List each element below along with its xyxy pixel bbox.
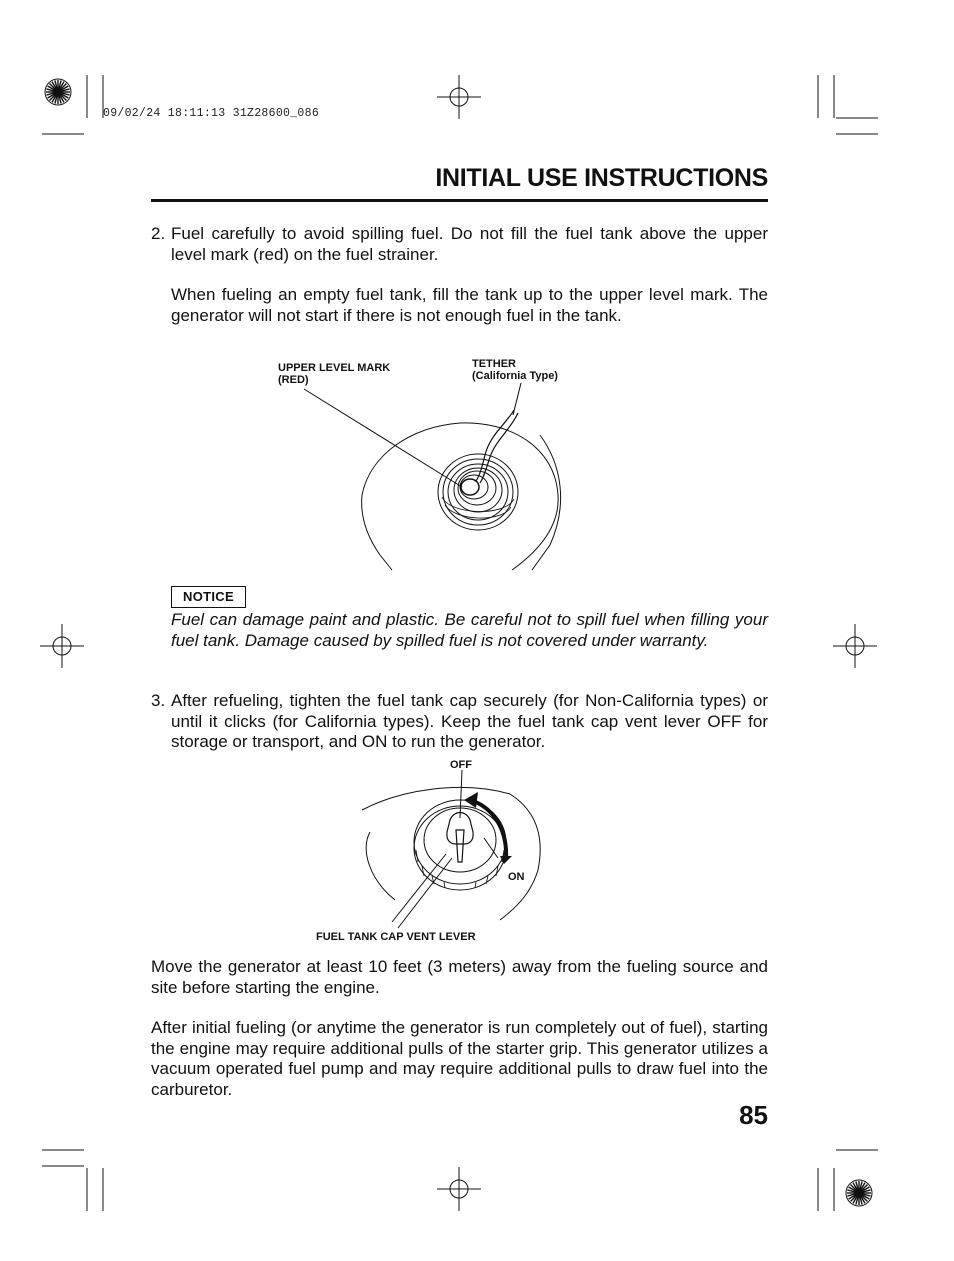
section-title: INITIAL USE INSTRUCTIONS [435, 164, 768, 192]
label-vent-lever: FUEL TANK CAP VENT LEVER [316, 931, 476, 943]
print-stamp: 09/02/24 18:11:13 31Z28600_086 [103, 107, 320, 120]
step-2 [151, 224, 768, 326]
fuel-strainer-illustration [300, 375, 620, 575]
step-2-text-2: When fueling an empty fuel tank, fill the tank up to the upper level mark. The generator will not start if there is not enough fuel in the tank. [171, 285, 768, 325]
paragraph-after-fueling: After initial fueling (or anytime the generator is run completely out of fuel), starting the engine may require additional pulls of the starter grip. This generator utilizes a vacuum operated fuel pump and may require additional pulls to draw fuel into the carburetor. [151, 1018, 768, 1099]
sunburst-mark-top-left [45, 79, 71, 105]
step-2-text: Fuel carefully to avoid spilling fuel. Do not fill the fuel tank above the upper level mark (red) on the fuel strainer. [171, 224, 768, 264]
step-3-text: After refueling, tighten the fuel tank cap securely (for Non-California types) or until it clicks (for California types). Keep the fuel tank cap vent lever OFF for storage or transport, and ON to run the generator. [171, 691, 768, 751]
title-rule [151, 199, 768, 202]
fuel-cap-illustration [340, 770, 600, 930]
step-2-number: 2. [151, 224, 166, 243]
crosshair-mark-top [437, 75, 481, 119]
crosshair-mark-right [833, 624, 877, 668]
step-3 [151, 691, 768, 753]
crosshair-mark-bottom [437, 1167, 481, 1211]
label-off: OFF [450, 759, 472, 771]
page-number: 85 [739, 1100, 768, 1130]
crosshair-mark-left [40, 624, 84, 668]
step-3-number: 3. [151, 691, 166, 710]
label-upper-level-mark: UPPER LEVEL MARK (RED) [278, 362, 391, 386]
paragraph-move-generator: Move the generator at least 10 feet (3 meters) away from the fueling source and site before starting the engine. [151, 957, 768, 997]
sunburst-mark-bottom-right [846, 1180, 872, 1206]
notice-text: Fuel can damage paint and plastic. Be careful not to spill fuel when filling your fuel tank. Damage caused by spilled fuel is not covered under warranty. [171, 610, 768, 650]
label-tether: TETHER (California Type) [472, 358, 558, 382]
label-on: ON [508, 871, 525, 883]
notice-label: NOTICE [171, 586, 246, 608]
